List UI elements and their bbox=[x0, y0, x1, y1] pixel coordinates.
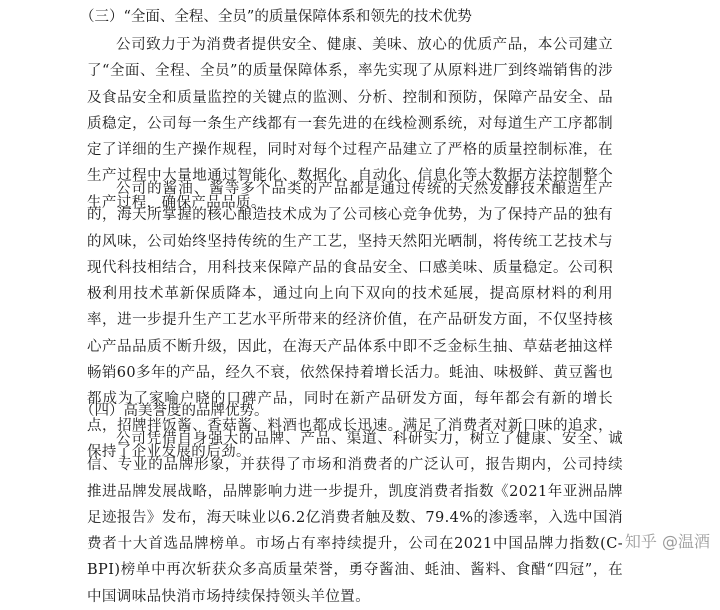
zhihu-watermark: 知乎 @温酒 bbox=[624, 532, 710, 551]
section4-heading: （四）高美誉度的品牌优势。 bbox=[80, 403, 269, 419]
section3-paragraph-1: 公司致力于为消费者提供安全、健康、美味、放心的优质产品，本公司建立了“全面、全程、全员”的质量保障体系，率先实现了从原料进厂到终端销售的涉及食品安全和质量监控的关键点的监测、分析、控制和预防，保障产品安全、品质稳定，公司每一条生产线都有一套先进的在线检测系统，对每道生产工序都制定了详细的生产操作规程，同时对每个过程产品建立了严格的质量控制标准，在生产过程中大量地通过智能化、数据化、自动化、信息化等大数据方法控制整个生产过程，确保产品品质。 bbox=[87, 37, 613, 211]
section4-paragraph-1: 公司凭借自身强大的品牌、产品、渠道、科研实力，树立了健康、安全、诚信、专业的品牌形象，并获得了市场和消费者的广泛认可，报告期内，公司持续推进品牌发展战略，品牌影响力进一步提升，凯度消费者指数《2021年亚洲品牌足迹报告》发布，海天味业以6.2亿消费者触及数、79.4%的渗透率，入选中国消费者十大首选品牌榜单。市场占有率持续提升，公司在2021中国品牌力指数(C-BPI)榜单中再次斩获众多高质量荣誉，勇夺酱油、蚝油、酱料、食醋“四冠”，在中国调味品快消市场持续保持领头羊位置。 bbox=[87, 431, 623, 605]
section3-heading: （三）“全面、全程、全员”的质量保障体系和领先的技术优势 bbox=[80, 9, 472, 25]
section3-paragraph-2: 公司的酱油、酱等多个品类的产品都是通过传统的天然发酵技术酿造生产的，海天所掌握的核心酿造技术成为了公司核心竞争优势，为了保持产品的独有的风味，公司始终坚持传统的生产工艺，坚持天然阳光晒制，将传统工艺技术与现代科技相结合，用科技来保障产品的食品安全、口感美味、质量稳定。公司积极利用技术革新保质降本，通过向上向下双向的技术延展，提高原材料的利用率，进一步提升生产工艺水平所带来的经济价值，在产品研发方面，不仅坚持核心产品品质不断升级，因此，在海天产品体系中即不乏金标生抽、草菇老抽这样畅销60多年的产品，经久不衰，依然保持着增长活力。蚝油、味极鲜、黄豆酱也都成为了家喻户晓的口碑产品，同时在新产品研发方面，每年都会有新的增长点，招牌拌饭酱、香菇酱、料酒也都成长迅速。满足了消费者对新口味的追求，保持了企业发展的后劲。 bbox=[87, 181, 613, 460]
